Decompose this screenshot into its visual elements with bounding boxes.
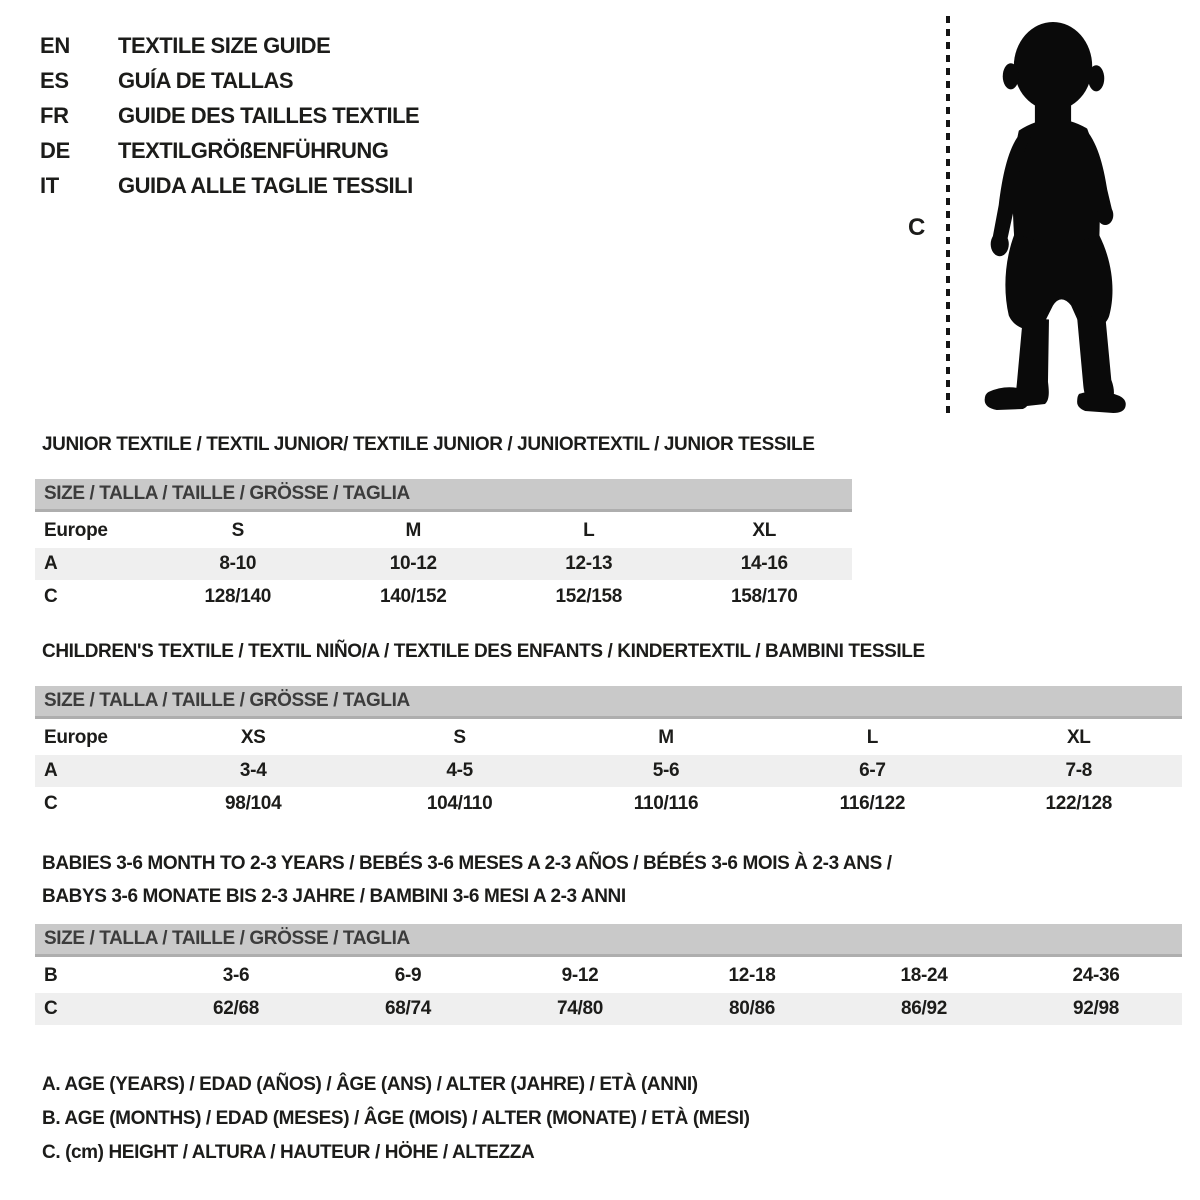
language-label: TEXTILGRÖßENFÜHRUNG (118, 137, 389, 163)
language-label: TEXTILE SIZE GUIDE (118, 32, 331, 58)
height-cell: 98/104 (225, 793, 282, 814)
language-row-de (40, 133, 419, 168)
legend-age-months: B. AGE (MONTHS) / EDAD (MESES) / ÂGE (MOIS) / ALTER (MONATE) / ETÀ (MESI) (42, 1108, 750, 1129)
language-code: DE (40, 137, 70, 163)
height-cell: 122/128 (1045, 793, 1113, 814)
height-cell: 92/98 (1072, 998, 1120, 1019)
row-label: B (44, 965, 58, 986)
language-code: IT (40, 172, 59, 198)
size-cell: XS (240, 727, 266, 748)
size-cell: M (658, 727, 674, 748)
babies-size-table (35, 924, 1182, 1026)
age-cell: 12-13 (565, 553, 613, 574)
language-code: FR (40, 102, 69, 128)
age-cell: 3-4 (239, 760, 267, 781)
section-title-junior: JUNIOR TEXTILE / TEXTIL JUNIOR/ TEXTILE JUNIOR / JUNIORTEXTIL / JUNIOR TESSILE (42, 434, 815, 455)
section-title-babies-line2: BABYS 3-6 MONATE BIS 2-3 JAHRE / BAMBINI 3-6 MESI A 2-3 ANNI (42, 886, 626, 907)
age-cell: 10-12 (389, 553, 437, 574)
language-label: GUIDA ALLE TAGLIE TESSILI (118, 172, 413, 198)
age-cell: 18-24 (900, 965, 948, 986)
section-title-babies (42, 847, 892, 913)
height-cell: 80/86 (728, 998, 776, 1019)
height-cell: 140/152 (379, 586, 447, 607)
row-label: Europe (44, 727, 108, 748)
table-row-europe (35, 722, 1182, 754)
row-label: C (44, 793, 58, 814)
junior-size-table (35, 479, 852, 614)
row-label: A (44, 553, 58, 574)
age-cell: 7-8 (1065, 760, 1093, 781)
height-measure-figure (900, 8, 1192, 422)
legend (42, 1068, 750, 1170)
height-cell: 62/68 (212, 998, 260, 1019)
table-row-europe (35, 515, 852, 547)
height-cell: 152/158 (555, 586, 623, 607)
age-cell: 3-6 (222, 965, 250, 986)
row-label: C (44, 998, 58, 1019)
table-row-age-years (35, 755, 1182, 787)
language-row-en (40, 28, 419, 63)
height-cell: 104/110 (426, 793, 493, 814)
table-row-height (35, 581, 852, 613)
age-cell: 5-6 (652, 760, 680, 781)
size-header-bar: SIZE / TALLA / TAILLE / GRÖSSE / TAGLIA (35, 924, 1182, 957)
age-cell: 6-7 (859, 760, 886, 781)
section-title-babies-line1: BABIES 3-6 MONTH TO 2-3 YEARS / BEBÉS 3-6 MESES A 2-3 AÑOS / BÉBÉS 3-6 MOIS À 2-3 ANS / (42, 853, 892, 874)
row-label: Europe (44, 520, 108, 541)
height-measure-label: C (908, 214, 926, 241)
toddler-silhouette-icon (962, 14, 1144, 416)
age-cell: 8-10 (219, 553, 257, 574)
size-cell: M (405, 520, 422, 541)
language-code: ES (40, 67, 69, 93)
children-size-table (35, 686, 1182, 821)
age-cell: 12-18 (728, 965, 776, 986)
age-cell: 14-16 (740, 553, 788, 574)
height-cell: 110/116 (633, 793, 699, 814)
height-dashed-line-icon (946, 16, 950, 418)
age-cell: 6-9 (394, 965, 422, 986)
size-header-bar: SIZE / TALLA / TAILLE / GRÖSSE / TAGLIA (35, 686, 1182, 719)
legend-height: C. (cm) HEIGHT / ALTURA / HAUTEUR / HÖHE / ALTEZZA (42, 1142, 535, 1163)
size-cell: XL (1066, 727, 1091, 748)
age-cell: 4-5 (446, 760, 473, 781)
table-row-age-months (35, 960, 1182, 992)
language-row-fr (40, 98, 419, 133)
size-cell: XL (752, 520, 777, 541)
age-cell: 24-36 (1072, 965, 1120, 986)
language-row-it (40, 168, 419, 203)
size-cell: S (231, 520, 244, 541)
legend-age-years: A. AGE (YEARS) / EDAD (AÑOS) / ÂGE (ANS) / ALTER (JAHRE) / ETÀ (ANNI) (42, 1074, 698, 1095)
height-cell: 116/122 (839, 793, 906, 814)
height-cell: 128/140 (204, 586, 272, 607)
height-cell: 158/170 (730, 586, 798, 607)
height-cell: 74/80 (556, 998, 604, 1019)
language-row-es (40, 63, 419, 98)
section-title-children: CHILDREN'S TEXTILE / TEXTIL NIÑO/A / TEXTILE DES ENFANTS / KINDERTEXTIL / BAMBINI TESSILE (42, 641, 925, 662)
height-cell: 68/74 (384, 998, 432, 1019)
language-label: GUÍA DE TALLAS (118, 67, 294, 93)
row-label: A (44, 760, 58, 781)
size-cell: S (453, 727, 466, 748)
table-row-height (35, 993, 1182, 1025)
language-label: GUIDE DES TAILLES TEXTILE (118, 102, 420, 128)
size-cell: L (583, 520, 595, 541)
height-cell: 86/92 (900, 998, 948, 1019)
table-row-age-years (35, 548, 852, 580)
size-cell: L (866, 727, 879, 748)
table-row-height (35, 788, 1182, 820)
language-list (40, 28, 419, 203)
size-header-bar: SIZE / TALLA / TAILLE / GRÖSSE / TAGLIA (35, 479, 852, 512)
age-cell: 9-12 (561, 965, 599, 986)
row-label: C (44, 586, 58, 607)
language-code: EN (40, 32, 70, 58)
